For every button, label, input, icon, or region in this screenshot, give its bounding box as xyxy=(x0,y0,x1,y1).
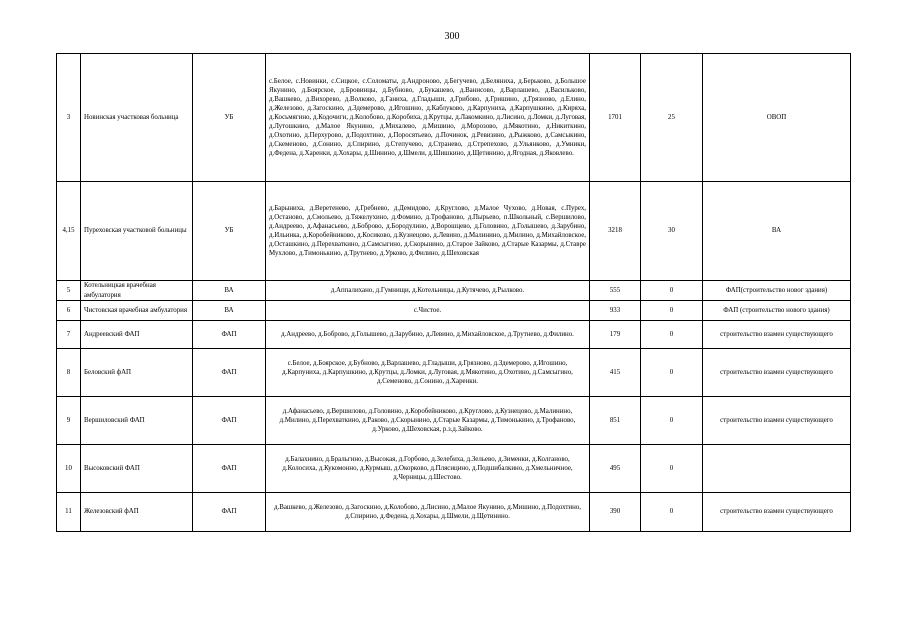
facility-name-cell: Железовский фАП xyxy=(81,493,193,532)
facility-name-cell: Высоковский ФАП xyxy=(81,445,193,493)
villages-cell: д.Барыниха, д.Веретенево, д.Гребнево, д.Демидово, д.Круглово, д.Малое Чухово, д.Новая, с.Пурех, д.Останово, д.Смольево, д.Тяжелухино, д.Фомино, д.Трофаново, д.Пырьево, п.Школьный, с.Вершилово, д.Андреево, д.Афанасьево, д.Боброво, д.Бородулино, д.Ворошцево, д.Головино, д.Голышево, д.Зарубино, д.Ильинка, д.Коробейниково, д.Косиково, д.Кузнецово, д.Левино, д.Малинино, д.Милино, д.Михайловское, д.Осташкино, д.Перехваткино, д.Самсыгино, д.Скорынино, д.Старое Зайково, д.Старые Казармы, д.Ставре Мухлово, д.Тимонькино, д.Трутнево, д.Урково, д.Филино, д.Шеховская xyxy=(266,182,590,281)
population-cell: 555 xyxy=(590,281,641,301)
count-cell: 25 xyxy=(641,54,703,182)
table-row xyxy=(57,321,851,349)
population-cell: 415 xyxy=(590,349,641,397)
row-number-cell: 9 xyxy=(57,397,81,445)
facility-name-cell: Котельницкая врачебная амбулатория xyxy=(81,281,193,301)
note-cell xyxy=(703,445,851,493)
facility-name-cell: Андреевский ФАП xyxy=(81,321,193,349)
table-row xyxy=(57,493,851,532)
facility-type-cell: ФАП xyxy=(193,493,266,532)
note-cell: ФАП(строительство новог здания) xyxy=(703,281,851,301)
villages-cell: д.Андреево, д.Боброво, д.Голышево, д.Зарубино, д.Левино, д.Михайловское, д.Трутнево, д.Филино. xyxy=(266,321,590,349)
table-row xyxy=(57,349,851,397)
facility-type-cell: ВА xyxy=(193,281,266,301)
table-row xyxy=(57,182,851,281)
population-cell: 495 xyxy=(590,445,641,493)
row-number-cell: 6 xyxy=(57,301,81,321)
count-cell: 0 xyxy=(641,445,703,493)
note-cell: строительство взамен существующего xyxy=(703,349,851,397)
count-cell: 0 xyxy=(641,349,703,397)
facility-type-cell: ФАП xyxy=(193,349,266,397)
population-cell: 3218 xyxy=(590,182,641,281)
facility-type-cell: ФАП xyxy=(193,321,266,349)
count-cell: 0 xyxy=(641,281,703,301)
facility-type-cell: ВА xyxy=(193,301,266,321)
count-cell: 30 xyxy=(641,182,703,281)
facility-name-cell: Новинская участковая больница xyxy=(81,54,193,182)
row-number-cell: 10 xyxy=(57,445,81,493)
note-cell: строительство взамен существующего xyxy=(703,493,851,532)
villages-cell: с.Белое, д.Боярское, д.Бубново, д.Варлашево, д.Гладыши, д.Грязново, д.Здемерово, д.Игошино, д.Карпуниха, д.Карпушкино, д.Крутцы, д.Ломки, д.Луговая, д.Мякотино, д.Охотино, д.Самсыгино, д.Семеново, д.Сонино, д.Харенки. xyxy=(266,349,590,397)
facility-name-cell: Вершиловский ФАП xyxy=(81,397,193,445)
page-number: 300 xyxy=(444,31,460,42)
note-cell: строительство взамен существующего xyxy=(703,321,851,349)
table-row xyxy=(57,281,851,301)
count-cell: 0 xyxy=(641,321,703,349)
row-number-cell: 5 xyxy=(57,281,81,301)
table-body xyxy=(57,54,851,532)
table-row xyxy=(57,445,851,493)
villages-cell: д.Аппалихано, д.Гумнищи, д.Котельницы, д.Кутячево, д.Рылково. xyxy=(266,281,590,301)
facility-type-cell: ФАП xyxy=(193,445,266,493)
note-cell: строительство взамен существующего xyxy=(703,397,851,445)
facility-type-cell: УБ xyxy=(193,182,266,281)
count-cell: 0 xyxy=(641,493,703,532)
count-cell: 0 xyxy=(641,301,703,321)
facility-type-cell: УБ xyxy=(193,54,266,182)
villages-cell: с.Белое, с.Новинки, с.Сицкое, с.Соломаты, д.Андроново, д.Бегучево, д.Беляниха, д.Берьково, д.Большое Якунино, д.Боярское, д.Бровинцы, д.Бубново, д.Букашево, д.Ванисово, д.Варлашево, д.Васильково, д.Вашкево, д.Вихорево, д.Волково, д.Ганиха, д.Гладыши, д.Грибово, д.Гришино, д.Грязново, д.Елино, д.Железово, д.Загоскино, д.Здемерово, д.Игошино, д.Каблуково, д.Карпуниха, д.Карпушкино, д.Киряха, д.Косьмягино, д.Кодочиги, д.Колобово, д.Коробиха, д.Крутцы, д.Лакомкино, д.Лисино, д.Ломки, д.Луговая, д.Лутошкино, д.Малое Якунино, д.Михалево, д.Мишино, д.Морозово, д.Мякотино, д.Никиткино, д.Охотино, д.Перхурово, д.Подохтино, д.Поросятьево, д.Починок, д.Ревизино, д.Рыжково, д.Самсыкино, д.Скеменово, д.Сонино, д.Спирино, д.Степучево, д.Странево, д.Стрепехово, д.Ульянково, д.Умники, д.Федена, д.Харенки, д.Хохары, д.Шинино, д.Шмели, д.Шишкино, д.Щетинино, д.Ягодная, д.Яковлево. xyxy=(266,54,590,182)
facilities-table xyxy=(56,53,851,532)
row-number-cell: 11 xyxy=(57,493,81,532)
row-number-cell: 8 xyxy=(57,349,81,397)
note-cell: ОВОП xyxy=(703,54,851,182)
note-cell: ВА xyxy=(703,182,851,281)
facility-name-cell: Чистовская врачебная амбулатория xyxy=(81,301,193,321)
row-number-cell: 3 xyxy=(57,54,81,182)
facility-type-cell: ФАП xyxy=(193,397,266,445)
table-row xyxy=(57,397,851,445)
note-cell: ФАП (строительство нового здания) xyxy=(703,301,851,321)
table-row xyxy=(57,301,851,321)
population-cell: 851 xyxy=(590,397,641,445)
count-cell: 0 xyxy=(641,397,703,445)
row-number-cell: 7 xyxy=(57,321,81,349)
table-row xyxy=(57,54,851,182)
facility-name-cell: Беловский фАП xyxy=(81,349,193,397)
villages-cell: д.Афанасьево, д.Вершилово, д.Головино, д.Коробейниково, д.Круглово, д.Кузнецово, д.Малинино, д.Милино, д.Перехваткино, д.Раково, д.Скорынино, д.Старые Казармы, д.Тимонькино, д.Трофаново, д.Урково, д.Шеховская, р.з.д.Зайково. xyxy=(266,397,590,445)
villages-cell: д.Вашкево, д.Железово, д.Загоскино, д.Колобово, д.Лисино, д.Малое Якунино, д.Мишино, д.Подохтино, д.Спирино, д.Федена, д.Хохары, д.Шмели, д.Щетинино. xyxy=(266,493,590,532)
villages-cell: с.Чистое. xyxy=(266,301,590,321)
row-number-cell: 4,15 xyxy=(57,182,81,281)
population-cell: 179 xyxy=(590,321,641,349)
population-cell: 390 xyxy=(590,493,641,532)
facility-name-cell: Пуреховская участковой больницы xyxy=(81,182,193,281)
villages-cell: д.Балахнино, д.Бральгино, д.Высокая, д.Горбово, д.Зелебиха, д.Зельево, д.Зименки, д.Колганово, д.Колосиха, д.Кукомонно, д.Курмыш, д.Окорково, д.Плясицино, д.Подшибалкино, д.Хмельничное, д.Черницы, д.Шестово. xyxy=(266,445,590,493)
population-cell: 933 xyxy=(590,301,641,321)
population-cell: 1701 xyxy=(590,54,641,182)
